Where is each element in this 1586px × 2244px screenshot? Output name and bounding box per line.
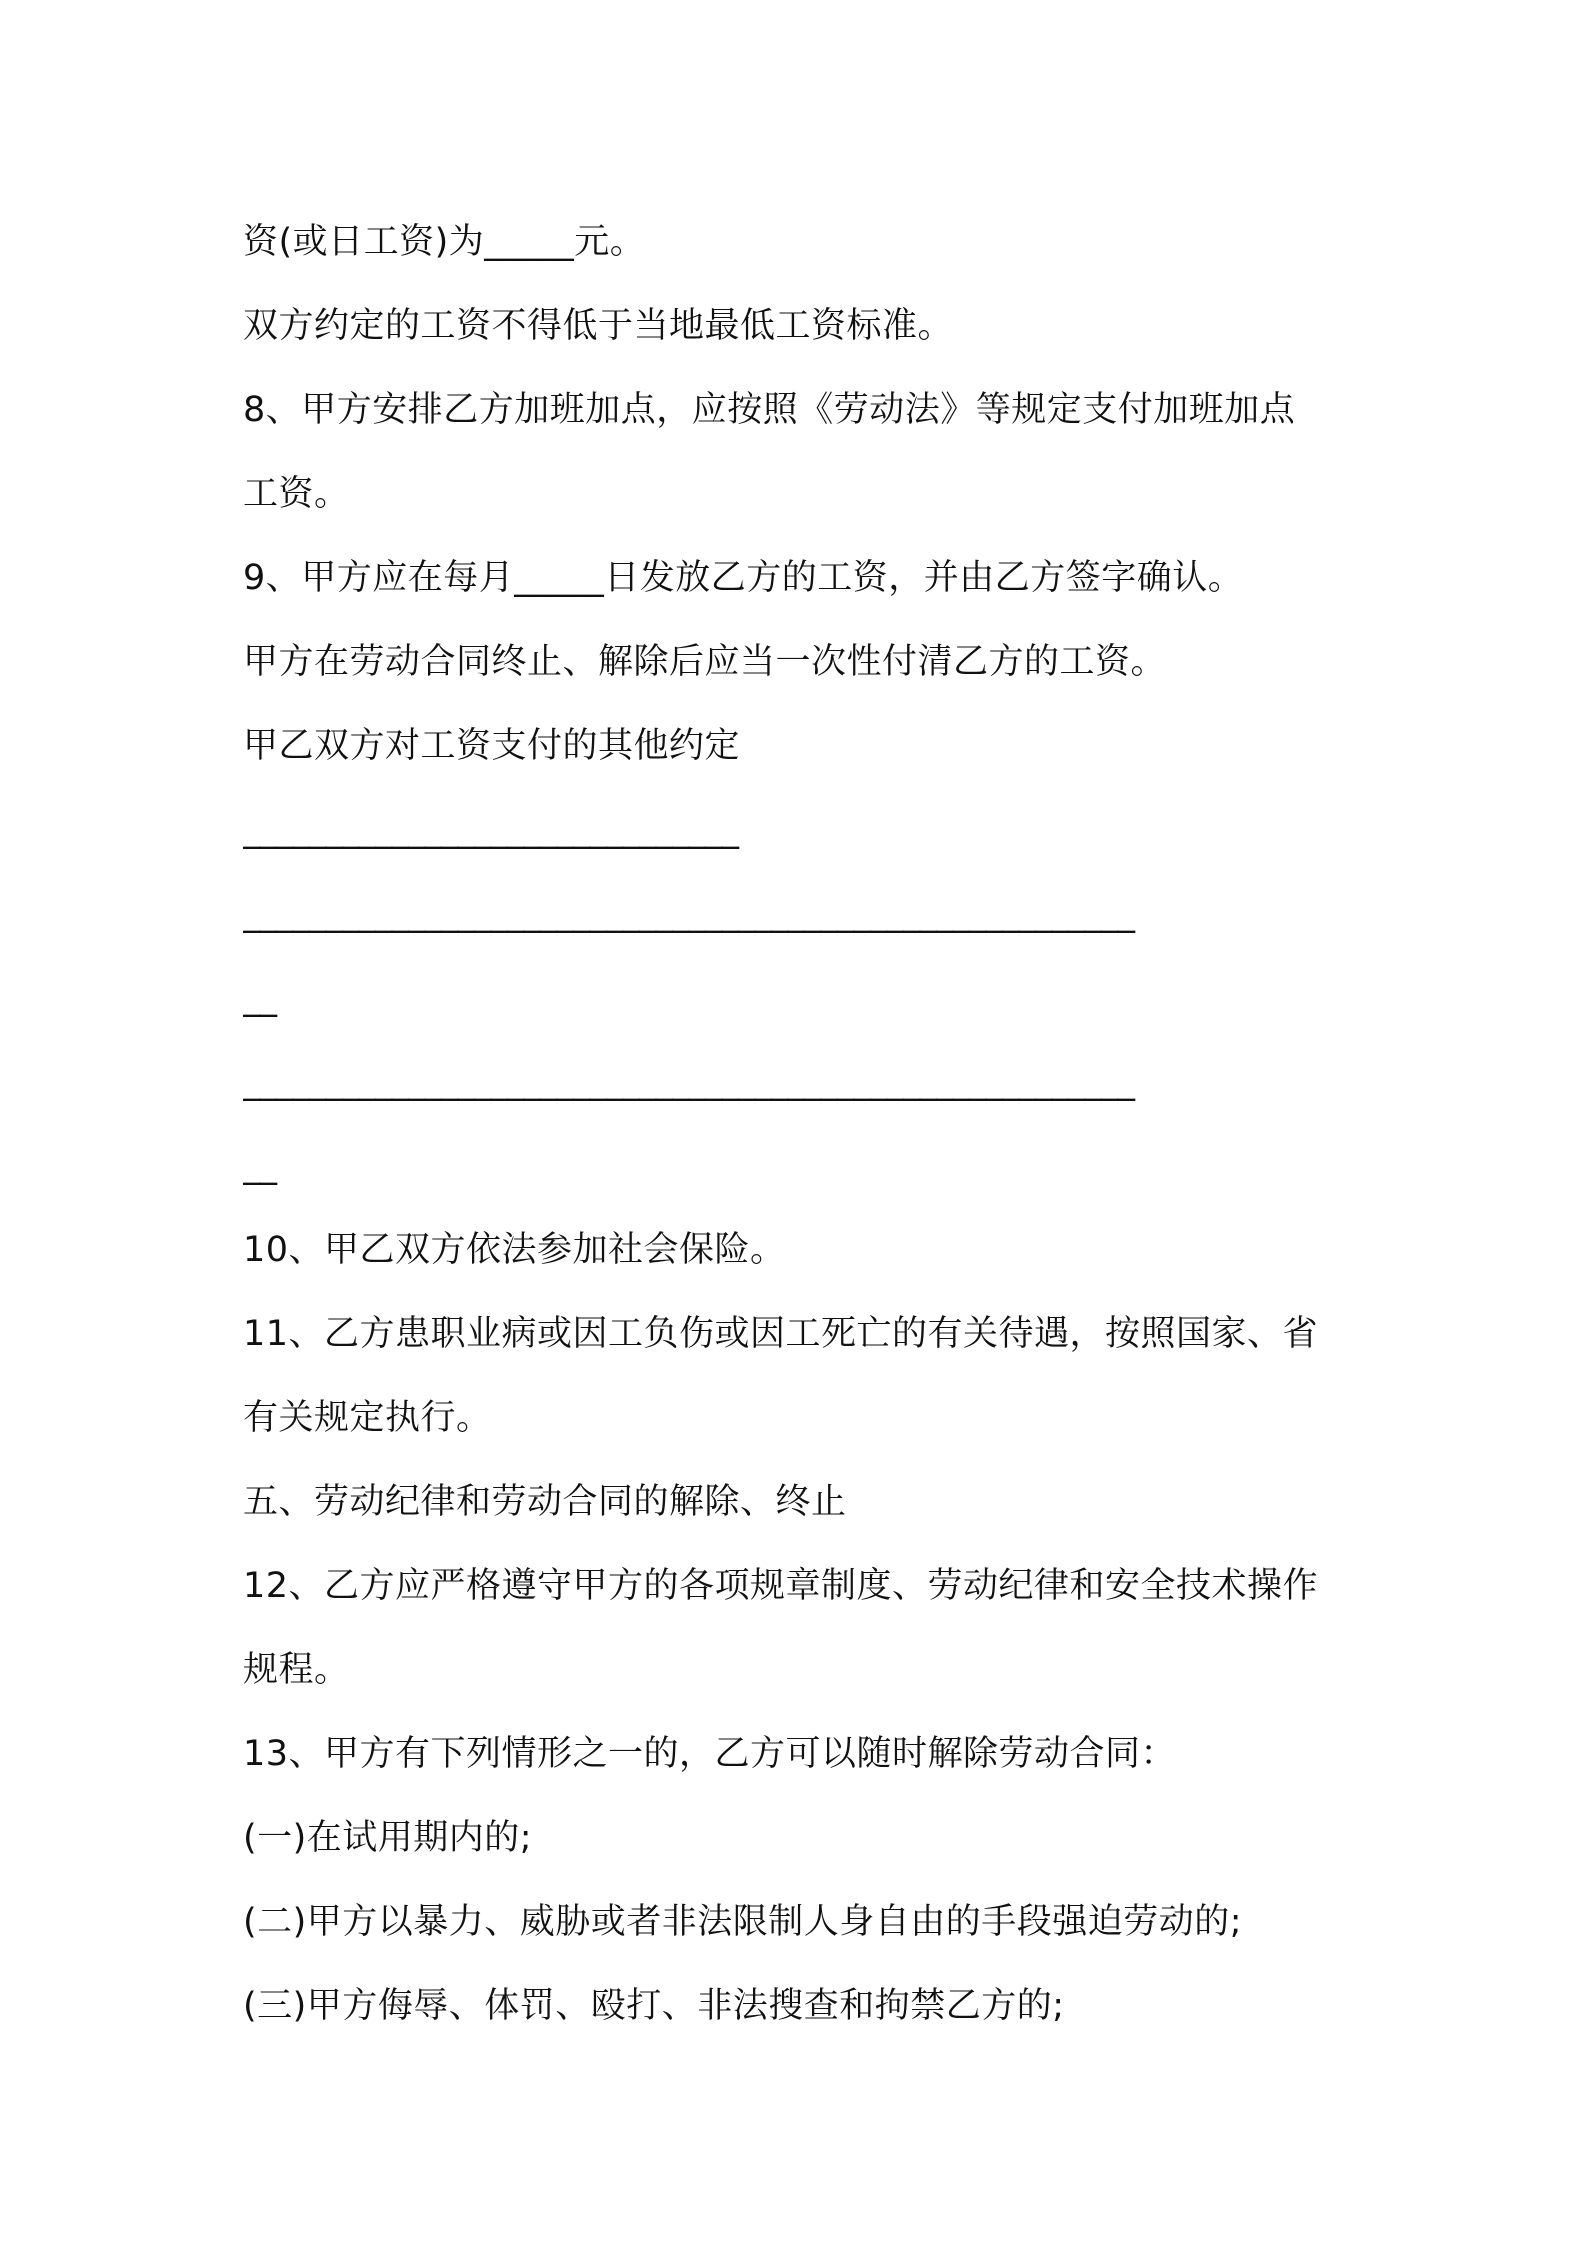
- document-body: [243, 200, 1353, 2048]
- clause-10: 10、甲乙双方依法参加社会保险。: [243, 1230, 786, 1270]
- clause-13-item-3: (三)甲方侮辱、体罚、殴打、非法搜查和拘禁乙方的;: [243, 1986, 1065, 2026]
- text-line-other-agreements: 甲乙双方对工资支付的其他约定: [243, 726, 741, 766]
- clause-13: 13、甲方有下列情形之一的，乙方可以随时解除劳动合同：: [243, 1734, 1177, 1774]
- text-line-wage-amount: 资(或日工资)为_____元。: [243, 222, 646, 262]
- clause-12: 12、乙方应严格遵守甲方的各项规章制度、劳动纪律和安全技术操作: [243, 1566, 1319, 1606]
- blank-line-3-cont: __: [243, 1146, 276, 1186]
- clause-8: 8、甲方安排乙方加班加点，应按照《劳动法》等规定支付加班加点: [243, 390, 1296, 430]
- clause-9: 9、甲方应在每月_____日发放乙方的工资，并由乙方签字确认。: [243, 558, 1244, 598]
- clause-13-item-1: (一)在试用期内的;: [243, 1818, 533, 1858]
- text-line-final-pay: 甲方在劳动合同终止、解除后应当一次性付清乙方的工资。: [243, 642, 1167, 682]
- text-line-minimum-wage: 双方约定的工资不得低于当地最低工资标准。: [243, 306, 954, 346]
- clause-11: 11、乙方患职业病或因工负伤或因工死亡的有关待遇，按照国家、省: [243, 1314, 1319, 1354]
- blank-line-2-cont: __: [243, 978, 276, 1018]
- clause-12-cont: 规程。: [243, 1650, 350, 1690]
- clause-11-cont: 有关规定执行。: [243, 1398, 492, 1438]
- blank-line-2: ______________________________________________________: [243, 894, 1134, 934]
- clause-8-cont: 工资。: [243, 474, 350, 514]
- section-heading-5: 五、劳动纪律和劳动合同的解除、终止: [243, 1482, 847, 1522]
- blank-line-3: ______________________________________________________: [243, 1062, 1134, 1102]
- blank-line-1: ______________________________: [243, 810, 738, 850]
- clause-13-item-2: (二)甲方以暴力、威胁或者非法限制人身自由的手段强迫劳动的;: [243, 1902, 1243, 1942]
